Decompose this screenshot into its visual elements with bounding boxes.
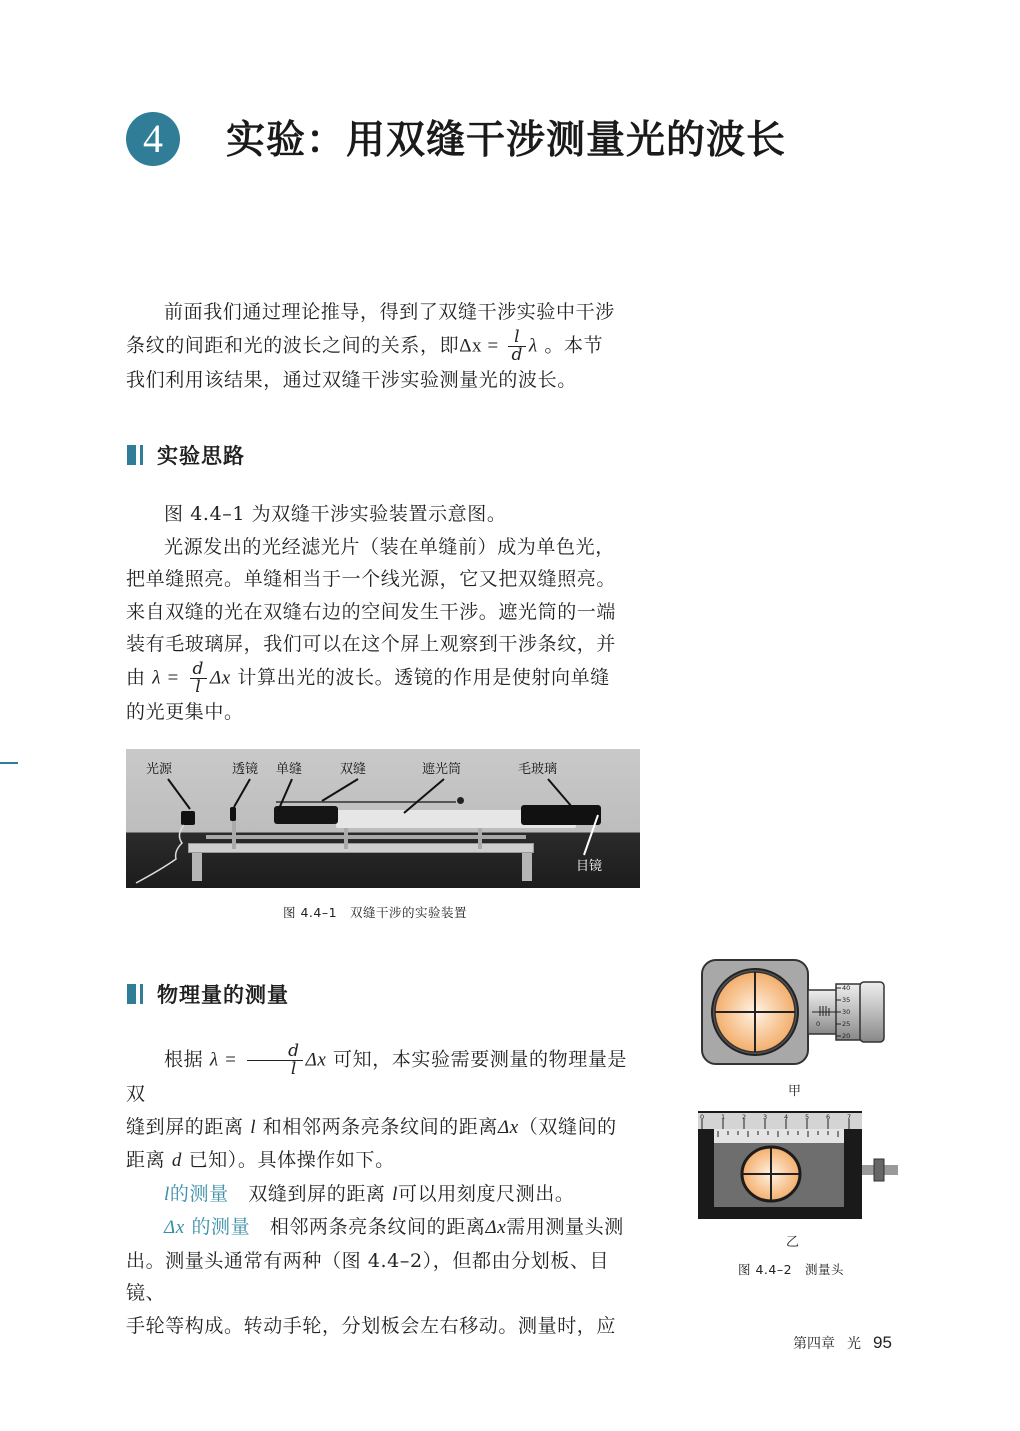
numerator: d	[190, 661, 207, 679]
label-single-slit: 单缝	[276, 762, 303, 777]
line	[126, 1111, 644, 1145]
intro-line-3: 我们利用该结果，通过双缝干涉实验测量光的波长。	[126, 368, 577, 391]
text: 可知，本实验需要测量的物理量是双	[126, 1048, 628, 1105]
intro-line-2	[126, 326, 644, 365]
text: 已知）。具体操作如下。	[188, 1149, 395, 1171]
page-title: 实验：用双缝干涉测量光的波长	[226, 117, 787, 163]
scale-tick: 7	[847, 1113, 852, 1121]
footer-chapter-name: 光	[847, 1336, 861, 1352]
scale-tick: 3	[763, 1113, 768, 1121]
var-d: d	[171, 1150, 182, 1171]
label-eyepiece: 目镜	[576, 859, 603, 874]
line-with-formula	[126, 658, 644, 697]
scale-tick: 6	[826, 1113, 831, 1121]
section-heading-experiment-idea	[127, 440, 245, 470]
footer-chapter: 第四章	[793, 1336, 835, 1352]
text: （双缝间的	[518, 1115, 617, 1138]
text: 计算出光的波长。透镜的作用是使射向单缝	[237, 666, 610, 688]
dial-tick: 30	[842, 1008, 851, 1016]
line: 图 4.4–1 为双缝干涉实验装置示意图。	[164, 503, 507, 525]
dial-zero: 0	[816, 1020, 821, 1028]
scale-tick: 1	[721, 1113, 726, 1121]
margin-marker	[0, 762, 18, 764]
dx-label-text: 的测量	[191, 1216, 251, 1238]
l-label-text: 的测量	[169, 1182, 229, 1205]
intro-paragraph	[126, 296, 644, 396]
denominator: l	[290, 1059, 297, 1079]
label-double-slit: 双缝	[340, 762, 367, 777]
l-label-var: l	[164, 1183, 170, 1205]
heading-bar-thin-icon	[140, 445, 143, 465]
dial-tick: 35	[842, 996, 851, 1004]
line: 把单缝照亮。单缝相当于一个线光源，它又把双缝照亮。	[126, 568, 617, 590]
dx-label-var: Δx	[164, 1217, 185, 1238]
numerator: d	[247, 1043, 302, 1061]
section-number-badge: 4	[126, 112, 180, 166]
line: 来自双缝的光在双缝右边的空间发生干涉。遮光筒的一端	[126, 600, 617, 623]
fraction-d-over-l	[190, 658, 207, 697]
measuring-head-type-b	[698, 1111, 898, 1221]
fraction-l-over-d	[508, 326, 525, 365]
delta-x: Δx	[305, 1049, 327, 1071]
numerator: l	[508, 329, 525, 347]
text: 缝到屏的距离	[126, 1115, 244, 1138]
line: 手轮等构成。转动手轮，分划板会左右移动。测量时，应	[126, 1314, 617, 1337]
line	[126, 1144, 644, 1178]
scale-tick: 5	[805, 1113, 810, 1121]
text: 相邻两条亮条纹间的距离	[269, 1216, 486, 1238]
text: 和相邻两条亮条纹间的距离	[262, 1115, 498, 1138]
section-heading-measurement	[127, 979, 289, 1009]
line-with-formula	[126, 1043, 644, 1111]
dial-tick: 40	[842, 984, 851, 992]
label-light-shield-tube: 遮光筒	[422, 762, 462, 777]
lambda-symbol: λ	[528, 335, 538, 356]
l-measurement-line	[126, 1178, 644, 1212]
text: 需用测量头测	[506, 1216, 624, 1238]
text: 。本节	[544, 334, 604, 356]
measurement-paragraph	[126, 1043, 644, 1342]
sub-label-b: 乙	[786, 1235, 800, 1250]
page-number: 95	[873, 1333, 892, 1352]
page-footer	[793, 1333, 892, 1353]
text: 由	[126, 666, 146, 688]
dx-measurement-line	[126, 1211, 644, 1245]
text: 根据	[164, 1048, 204, 1071]
line: 的光更集中。	[126, 700, 244, 723]
scale-tick: 4	[784, 1113, 789, 1121]
scale-tick: 0	[700, 1113, 705, 1121]
text: 距离	[126, 1149, 166, 1171]
text: 双缝到屏的距离	[248, 1182, 386, 1205]
intro-line-1: 前面我们通过理论推导，得到了双缝干涉实验中干涉	[164, 301, 615, 323]
label-light-source: 光源	[146, 762, 173, 777]
denominator: d	[511, 344, 523, 365]
delta-x: Δx	[485, 1217, 507, 1238]
measuring-head-type-a	[700, 958, 888, 1066]
sub-label-a: 甲	[788, 1084, 802, 1099]
label-lens: 透镜	[232, 762, 259, 777]
heading-bar-icon	[127, 984, 136, 1004]
text: 可以用刻度尺测出。	[398, 1182, 575, 1205]
var-l: l	[392, 1183, 399, 1205]
heading-bar-icon	[127, 445, 136, 465]
delta-x: Δx	[497, 1116, 519, 1138]
var-l: l	[250, 1116, 257, 1138]
lambda-formula: λ =	[152, 667, 180, 688]
figure-1-caption: 图 4.4–1 双缝干涉的实验装置	[283, 905, 468, 920]
formula-delta-x: Δx =	[459, 335, 499, 356]
denominator: l	[195, 676, 202, 697]
lambda-formula: λ =	[209, 1049, 238, 1071]
text: 条纹的间距和光的波长之间的关系，即	[126, 334, 460, 356]
figure-2-caption: 图 4.4–2 测量头	[738, 1262, 845, 1277]
fraction-d-over-l	[247, 1043, 302, 1078]
label-frosted-glass: 毛玻璃	[518, 762, 558, 777]
heading-bar-thin-icon	[140, 984, 143, 1004]
line: 装有毛玻璃屏，我们可以在这个屏上观察到干涉条纹，并	[126, 633, 617, 655]
dial-tick: 20	[842, 1032, 851, 1040]
scale-tick: 2	[742, 1113, 747, 1121]
section-title: 物理量的测量	[157, 983, 289, 1007]
line: 出。测量头通常有两种（图 4.4–2），但都由分划板、目镜、	[126, 1249, 610, 1304]
experiment-idea-paragraph	[126, 498, 644, 728]
callout-lines	[126, 749, 640, 888]
delta-x: Δx	[209, 667, 231, 688]
dial-tick: 25	[842, 1020, 851, 1028]
section-title: 实验思路	[157, 444, 245, 468]
figure-double-slit-apparatus	[126, 749, 640, 888]
line: 光源发出的光经滤光片（装在单缝前）成为单色光，	[164, 535, 615, 558]
